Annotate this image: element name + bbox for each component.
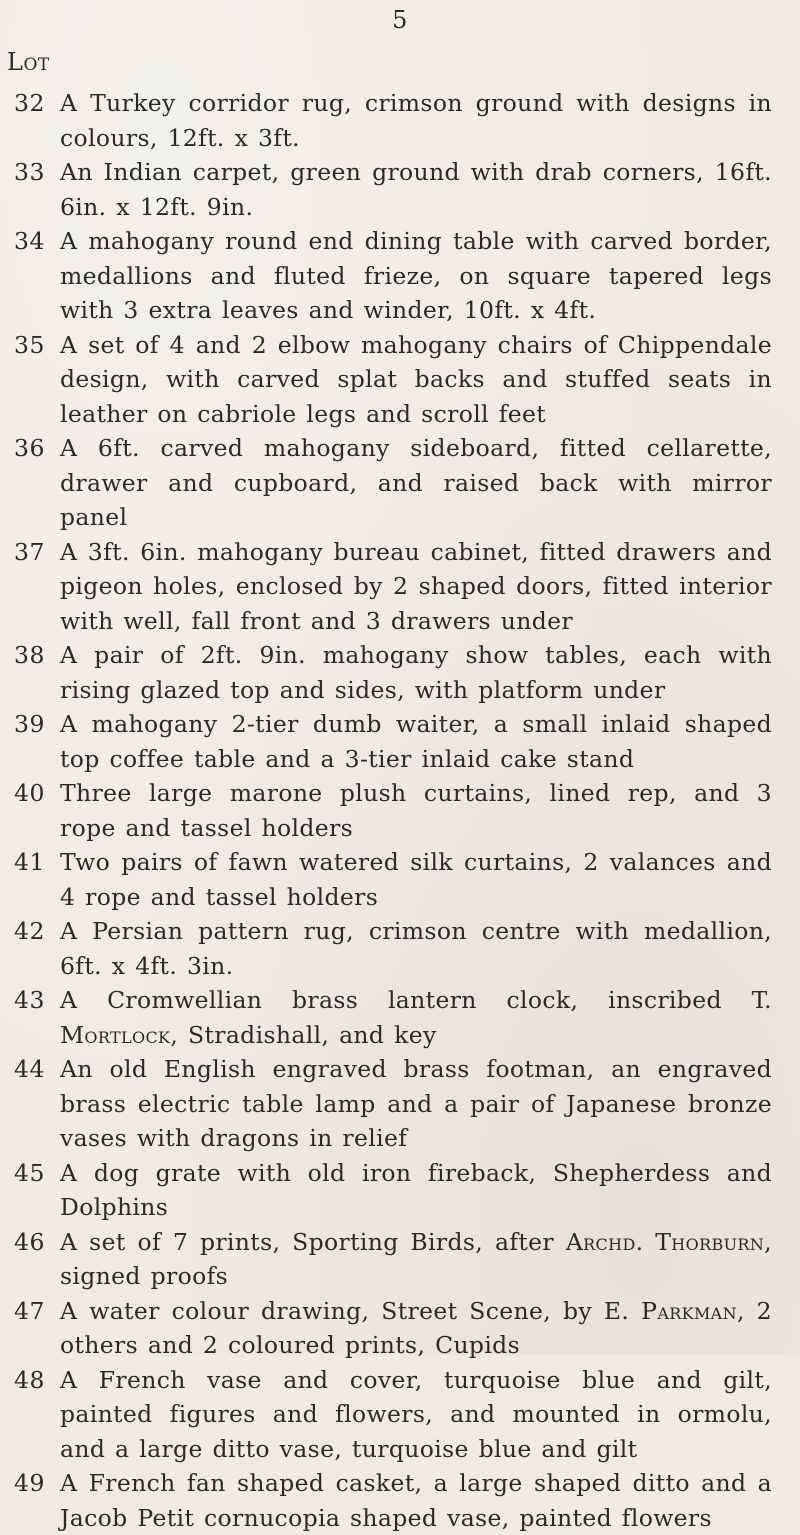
lot-description (60, 1225, 772, 1294)
lot-description: An Indian carpet, green ground with drab corners, 16ft. 6in. x 12ft. 9in. (60, 158, 772, 221)
lot-entry (0, 983, 800, 1052)
lot-number: 41 (14, 848, 45, 876)
lot-entry (0, 1156, 800, 1225)
lot-number: 33 (14, 158, 45, 186)
lot-description-text: , 2 others and 2 coloured prints, Cupids (60, 1296, 772, 1359)
lot-description: A French vase and cover, turquoise blue and gilt, painted figures and flowers, and mounted in ormolu, and a large ditto vase, turquoise blue and gilt (60, 1365, 772, 1463)
lot-entry (0, 224, 800, 328)
lot-entry (0, 1363, 800, 1467)
lot-description: An old English engraved brass footman, an engraved brass electric table lamp and a pair of Japanese bronze vases with dragons in relief (60, 1055, 772, 1152)
lot-description: A Turkey corridor rug, crimson ground with designs in colours, 12ft. x 3ft. (60, 89, 772, 152)
lot-description: Two pairs of fawn watered silk curtains, 2 valances and 4 rope and tassel holders (60, 848, 772, 911)
lot-number: 42 (14, 917, 45, 945)
lot-description-text: A water colour drawing, Street Scene, by E. (60, 1296, 642, 1325)
lot-entry (0, 638, 800, 707)
lot-entry (0, 1052, 800, 1156)
lot-number: 48 (14, 1365, 45, 1394)
lot-entry (0, 914, 800, 983)
lot-number: 35 (14, 330, 45, 359)
lot-number: 43 (14, 986, 45, 1014)
lot-description: A 3ft. 6in. mahogany bureau cabinet, fitted drawers and pigeon holes, enclosed by 2 shaped doors, fitted interior with well, fall front and 3 drawers under (60, 537, 772, 635)
lot-description: Three large marone plush curtains, lined rep, and 3 rope and tassel holders (60, 779, 772, 842)
artist-name: Parkman (641, 1296, 737, 1325)
lot-description: A pair of 2ft. 9in. mahogany show tables, each with rising glazed top and sides, with platform under (60, 641, 772, 704)
lot-description: A French fan shaped casket, a large shaped ditto and a Jacob Petit cornucopia shaped vase, painted flowers (60, 1469, 772, 1532)
lot-entry (0, 707, 800, 776)
lot-number: 49 (14, 1469, 45, 1497)
lot-description: A dog grate with old iron fireback, Shepherdess and Dolphins (60, 1158, 772, 1221)
lot-number: 47 (14, 1296, 45, 1325)
page-number: 5 (392, 6, 408, 34)
lot-entry (0, 1225, 800, 1294)
lot-description (60, 983, 772, 1052)
lot-description: A Persian pattern rug, crimson centre with medallion, 6ft. x 4ft. 3in. (60, 917, 772, 980)
lot-entry (0, 776, 800, 845)
artist-name: Archd. Thorburn (565, 1227, 765, 1256)
lot-number: 32 (14, 89, 45, 117)
lot-number: 39 (14, 710, 45, 738)
lot-description: A 6ft. carved mahogany sideboard, fitted cellarette, drawer and cupboard, and raised back with mirror panel (60, 434, 772, 531)
lot-number: 37 (14, 537, 45, 566)
lot-description: A set of 4 and 2 elbow mahogany chairs of Chippendale design, with carved splat backs and stuffed seats in leather on cabriole legs and scroll feet (60, 330, 772, 428)
lot-entry (0, 1294, 800, 1363)
lot-column-heading: Lot (7, 48, 50, 76)
lot-description-text: A set of 7 prints, Sporting Birds, after (60, 1227, 566, 1256)
lot-entry (0, 535, 800, 639)
lot-entry (0, 845, 800, 914)
lot-description: A mahogany 2-tier dumb waiter, a small inlaid shaped top coffee table and a 3-tier inlaid cake stand (60, 710, 772, 773)
lot-entry (0, 1466, 800, 1535)
lot-number: 46 (14, 1227, 45, 1256)
lot-description: A mahogany round end dining table with carved border, medallions and fluted frieze, on square tapered legs with 3 extra leaves and winder, 10ft. x 4ft. (60, 227, 772, 324)
lot-description-text: A Cromwellian brass lantern clock, inscribed T. (60, 986, 772, 1014)
lot-number: 45 (14, 1158, 45, 1187)
lot-description (60, 1294, 772, 1363)
lot-entry (0, 431, 800, 535)
lot-number: 34 (14, 227, 45, 255)
lot-number: 36 (14, 434, 45, 462)
lot-entry (0, 328, 800, 432)
lot-entry (0, 155, 800, 224)
lot-entry (0, 86, 800, 155)
lot-description-text: , Stradishall, and key (170, 1020, 437, 1049)
lot-number: 40 (14, 779, 45, 807)
lot-number: 44 (14, 1055, 45, 1083)
lot-list (0, 86, 800, 1535)
lot-number: 38 (14, 641, 45, 669)
maker-name: Mortlock (60, 1020, 171, 1049)
lot-description-text: , signed proofs (60, 1227, 772, 1290)
